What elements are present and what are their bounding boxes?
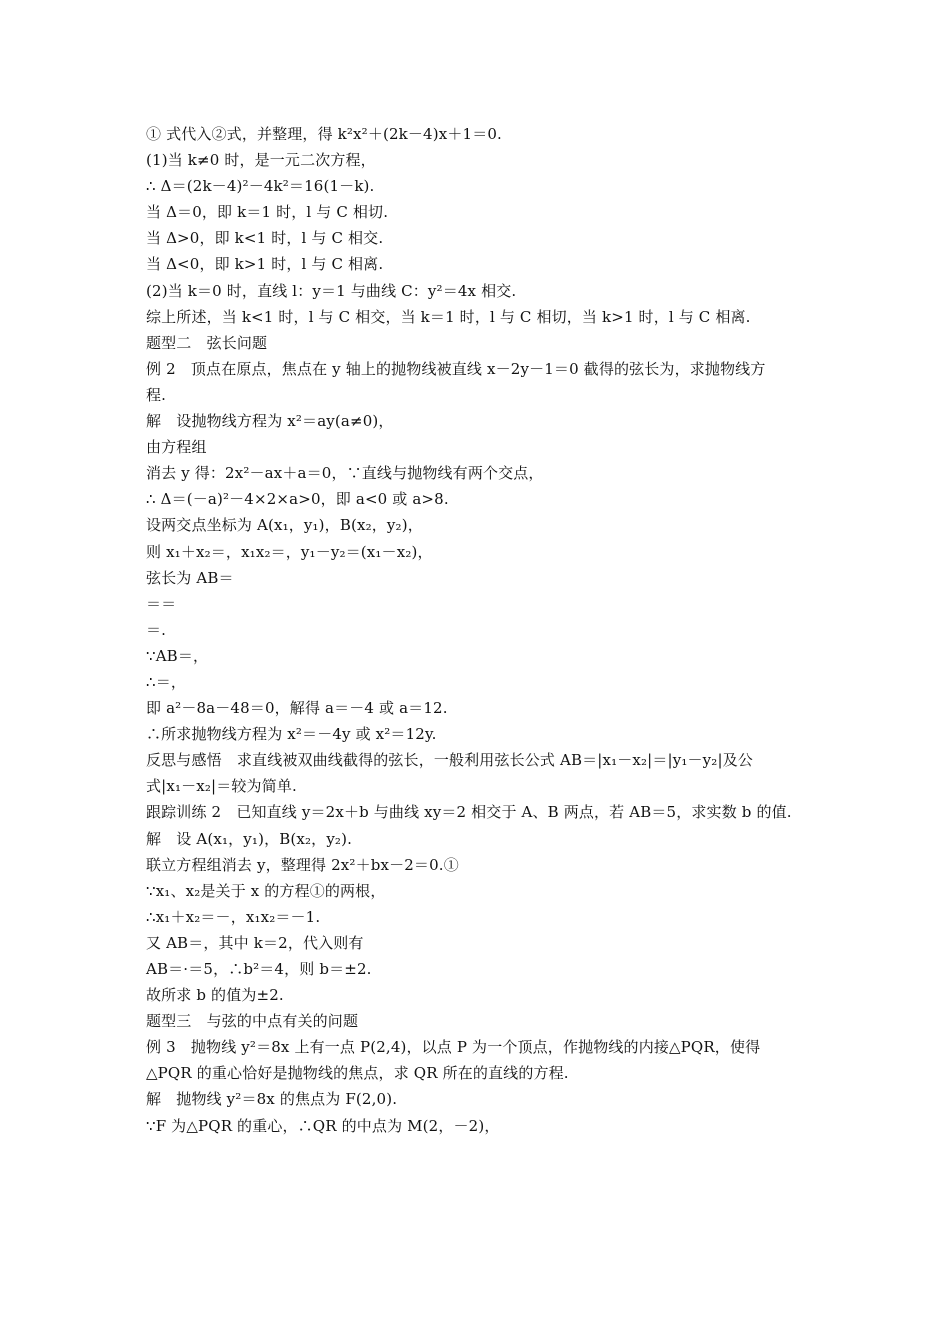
text-line: 式|x₁－x₂|＝较为简单. bbox=[146, 777, 297, 796]
text-line: 当 Δ<0，即 k>1 时，l 与 C 相离. bbox=[146, 255, 384, 274]
text-line: ∵x₁、x₂是关于 x 的方程①的两根， bbox=[146, 881, 386, 900]
text-line: ∴＝， bbox=[146, 672, 186, 691]
text-line: ① 式代入②式，并整理，得 k²x²＋(2k－4)x＋1＝0. bbox=[146, 125, 502, 143]
text-line: ∴ Δ＝(2k－4)²－4k²＝16(1－k). bbox=[146, 177, 375, 196]
text-line: 程. bbox=[146, 385, 167, 404]
text-line: ∴x₁＋x₂＝－，x₁x₂＝－1. bbox=[146, 907, 321, 926]
text-line: (1)当 k≠0 时，是一元二次方程， bbox=[146, 151, 376, 170]
text-line: 综上所述，当 k<1 时，l 与 C 相交，当 k＝1 时，l 与 C 相切，当 k>1 时，l 与 C 相离. bbox=[146, 307, 751, 326]
text-line: ∵F 为△PQR 的重心，∴QR 的中点为 M(2，－2)， bbox=[146, 1116, 500, 1135]
text-line: ＝. bbox=[146, 620, 167, 639]
text-line: (2)当 k＝0 时，直线 l：y＝1 与曲线 C：y²＝4x 相交. bbox=[146, 281, 517, 300]
text-line: 解 设 A(x₁，y₁)，B(x₂，y₂). bbox=[146, 829, 353, 848]
text-line: 当 Δ>0，即 k<1 时，l 与 C 相交. bbox=[146, 229, 384, 248]
text-line: 解 设抛物线方程为 x²＝ay(a≠0)， bbox=[146, 412, 394, 431]
text-line: 由方程组 bbox=[146, 438, 207, 457]
text-line: 解 抛物线 y²＝8x 的焦点为 F(2,0). bbox=[146, 1090, 398, 1109]
reflection-paragraph: 反思与感悟 求直线被双曲线截得的弦长，一般利用弦长公式 AB＝|x₁－x₂|＝|y₁－y₂|及公 bbox=[146, 751, 753, 770]
text-line: 设两交点坐标为 A(x₁，y₁)，B(x₂，y₂)， bbox=[146, 516, 423, 535]
text-line: 当 Δ＝0，即 k＝1 时，l 与 C 相切. bbox=[146, 203, 389, 222]
text-line: 弦长为 AB＝ bbox=[146, 568, 234, 587]
text-line: 联立方程组消去 y，整理得 2x²＋bx－2＝0.① bbox=[146, 855, 459, 874]
example-title: 例 3 抛物线 y²＝8x 上有一点 P(2,4)，以点 P 为一个顶点，作抛物线的内接△PQR，使得 bbox=[146, 1038, 761, 1057]
text-line: △PQR 的重心恰好是抛物线的焦点，求 QR 所在的直线的方程. bbox=[146, 1064, 569, 1083]
practice-title: 跟踪训练 2 已知直线 y＝2x＋b 与曲线 xy＝2 相交于 A、B 两点，若 AB＝5，求实数 b 的值. bbox=[146, 803, 792, 822]
text-line: ∴所求抛物线方程为 x²＝－4y 或 x²＝12y. bbox=[146, 725, 437, 744]
text-line: ＝＝ bbox=[146, 594, 177, 613]
text-line: AB＝·＝5，∴b²＝4，则 b＝±2. bbox=[146, 960, 372, 978]
section-heading: 题型二 弦长问题 bbox=[146, 333, 268, 352]
text-line: 则 x₁＋x₂＝，x₁x₂＝，y₁－y₂＝(x₁－x₂)， bbox=[146, 542, 433, 561]
text-line: ∵AB＝， bbox=[146, 646, 209, 665]
text-line: ∴ Δ＝(－a)²－4×2×a>0，即 a<0 或 a>8. bbox=[146, 490, 449, 509]
text-line: 即 a²－8a－48＝0，解得 a＝－4 或 a＝12. bbox=[146, 699, 448, 718]
text-line: 故所求 b 的值为±2. bbox=[146, 986, 284, 1005]
document-body bbox=[146, 121, 826, 1139]
text-line: 又 AB＝，其中 k＝2，代入则有 bbox=[146, 933, 364, 952]
example-title: 例 2 顶点在原点，焦点在 y 轴上的抛物线被直线 x－2y－1＝0 截得的弦长为，求抛物线方 bbox=[146, 359, 766, 378]
text-line: 消去 y 得：2x²－ax＋a＝0，∵直线与抛物线有两个交点， bbox=[146, 464, 544, 483]
section-heading: 题型三 与弦的中点有关的问题 bbox=[146, 1012, 359, 1031]
